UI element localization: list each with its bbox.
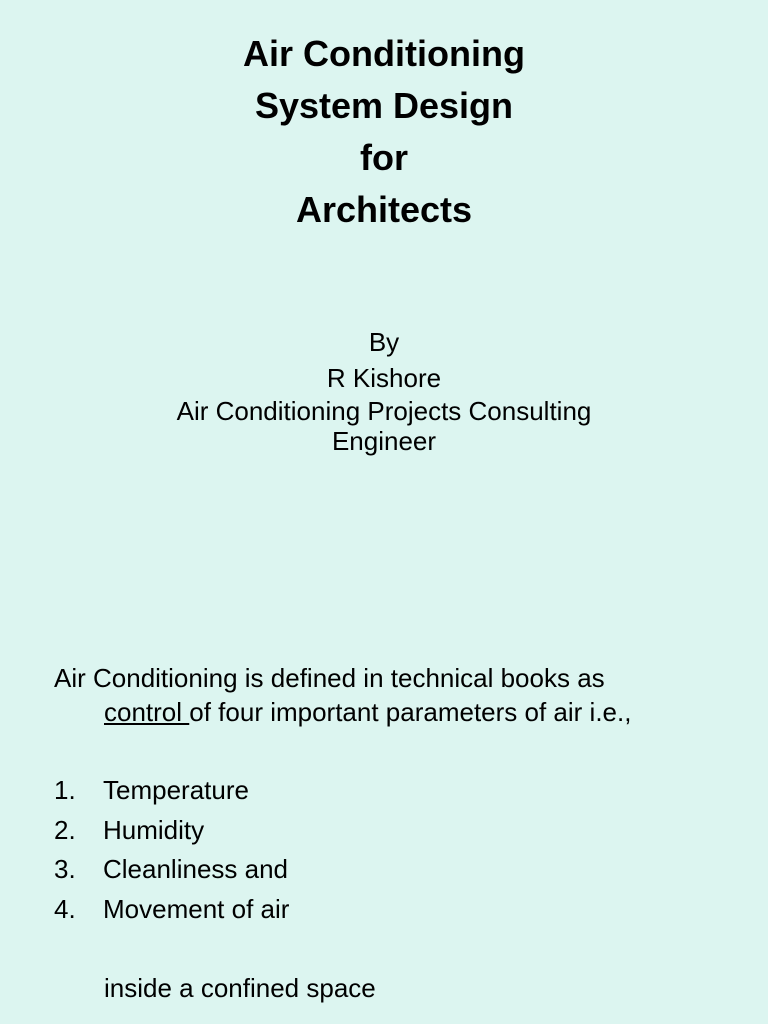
list-number: 2. (54, 814, 76, 845)
definition-paragraph (54, 661, 744, 729)
list-item (54, 890, 289, 930)
title-line-4: Architects (295, 189, 473, 230)
definition-line-2 (54, 695, 744, 729)
byline-by: By (368, 327, 400, 357)
author-name: R Kishore (326, 363, 442, 393)
title-line-2: System Design (254, 85, 514, 126)
list-label: Cleanliness and (103, 854, 289, 884)
slide-title (0, 28, 768, 236)
definition-line-1: Air Conditioning is defined in technical books as (54, 663, 605, 693)
title-line-1: Air Conditioning (243, 33, 525, 74)
list-number: 3. (54, 854, 76, 884)
list-label: Humidity (103, 814, 205, 845)
byline (0, 324, 768, 456)
list-item (54, 771, 289, 811)
list-label: Temperature (103, 775, 249, 805)
list-item (54, 850, 289, 890)
closing-text: inside a confined space (104, 973, 376, 1003)
list-number: 1. (54, 775, 76, 805)
list-label: Movement of air (103, 893, 290, 924)
list-number: 4. (54, 893, 76, 924)
title-line-3: for (360, 137, 408, 178)
list-item (54, 811, 289, 851)
parameter-list (54, 771, 289, 929)
definition-line-2-rest: of four important parameters of air i.e., (189, 697, 632, 727)
author-role-line-1: Air Conditioning Projects Consulting (176, 396, 592, 426)
underlined-term: control (104, 697, 190, 727)
author-role-line-2: Engineer (331, 426, 437, 456)
